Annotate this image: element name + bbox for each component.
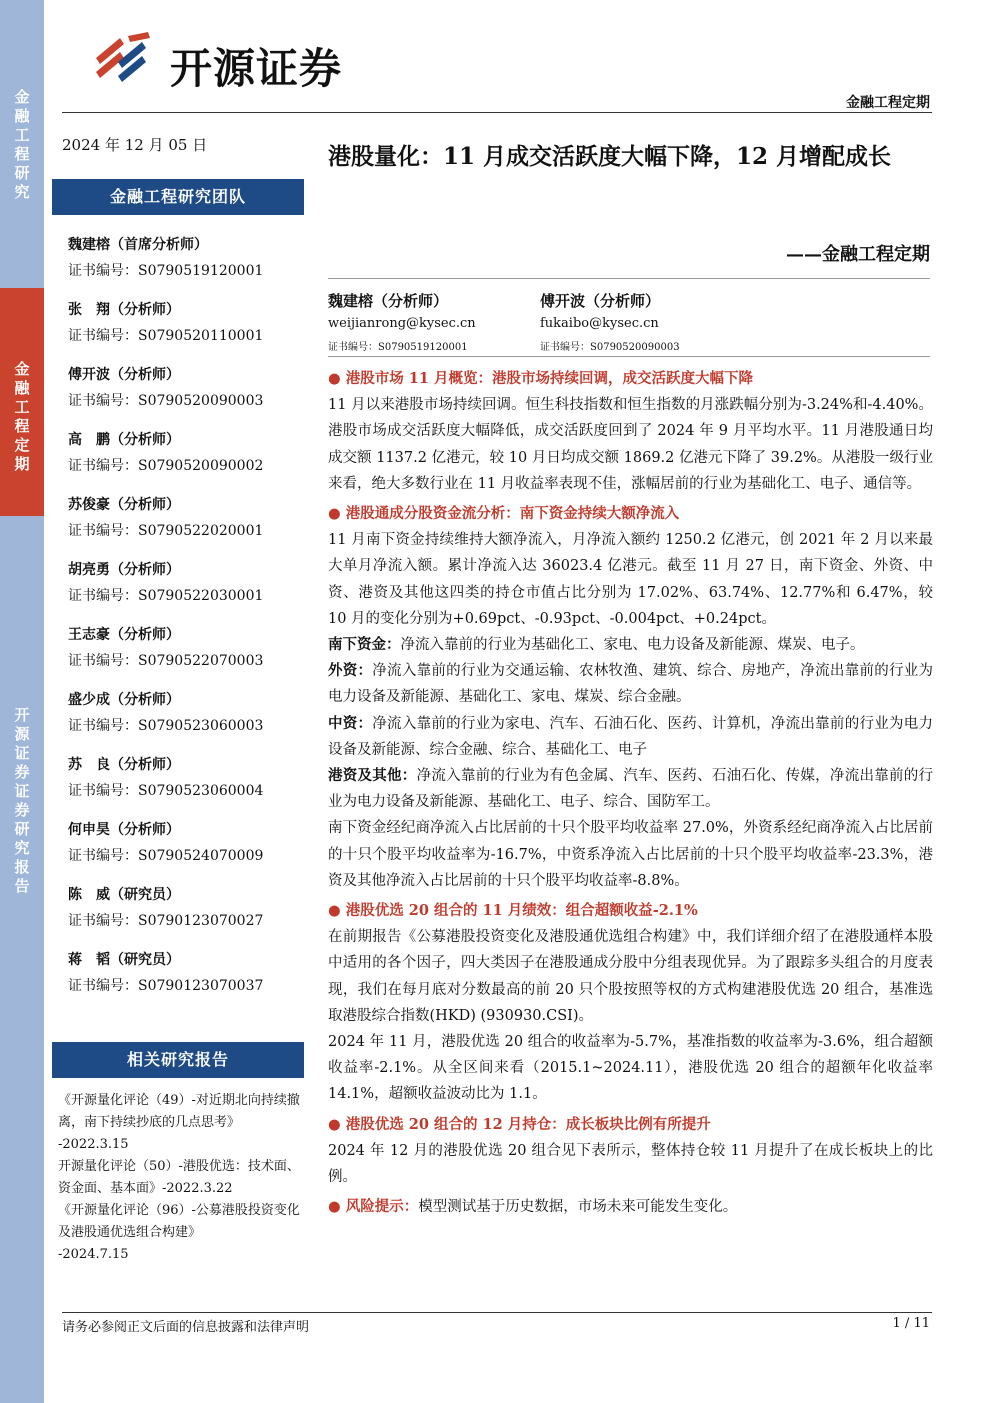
page-number: 1 / 11	[892, 1316, 930, 1331]
paragraph: 南下资金经纪商净流入占比居前的十只个股平均收益率 27.0%，外资系经纪商净流入占比居前的十只个股平均收益率为-16.7%，中资系净流入占比居前的十只个股平均收益率-23.3%，港资及其他净流入占比居前的十只个股平均收益率-8.8%。	[328, 820, 933, 889]
paragraph	[328, 1194, 933, 1220]
footer-disclaimer: 请务必参阅正文后面的信息披露和法律声明	[62, 1320, 310, 1335]
paragraph: 2024 年 11 月，港股优选 20 组合的收益率为-5.7%，基准指数的收益率为-3.6%，组合超额收益率-2.1%。从全区间来看（2015.1~2024.11），港股优选 20 组合的超额年化收益率 14.1%，超额收益波动比为 1.1。	[328, 1034, 933, 1103]
analyst-entry	[68, 624, 263, 670]
risk-label: ● 风险提示：	[328, 1198, 419, 1216]
author-cert: 证书编号：S0790519120001	[328, 342, 468, 353]
analyst-entry	[68, 429, 263, 475]
analyst-cert: 证书编号：S0790519120001	[68, 263, 264, 279]
analyst-name: 魏建榕（首席分析师）	[68, 237, 208, 253]
analyst-entry	[68, 299, 263, 345]
report-type: 金融工程定期	[846, 95, 930, 111]
author-email[interactable]: weijianrong@kysec.cn	[328, 316, 476, 331]
author-cert: 证书编号：S0790520090003	[540, 342, 680, 353]
paragraph: 11 月以来港股市场持续回调。恒生科技指数和恒生指数的月涨跌幅分别为-3.24%和-4.40%。港股市场成交活跃度大幅降低，成交活跃度回到了 2024 年 9 月平均水平。11 月港股通日均成交额 1137.2 亿港元，较 10 月日均成交额 1869.2 亿港元下降了 39.2%。从港股一级行业来看，绝大多数行业在 11 月收益率表现不佳，涨幅居前的行业为基础化工、电子、通信等。	[328, 397, 933, 492]
section-heading: ● 港股通成分股资金流分析：南下资金持续大额净流入	[328, 505, 680, 523]
analyst-cert: 证书编号：S0790520110001	[68, 328, 264, 344]
related-report[interactable]: 《开源量化评论（96）-公募港股投资变化及港股通优选组合构建》	[58, 1203, 300, 1240]
sidebar-bottom-label: 开源证券 证券研究报告	[14, 706, 30, 895]
analyst-name: 蒋 韬（研究员）	[68, 952, 180, 968]
analyst-cert: 证书编号：S0790522070003	[68, 653, 264, 669]
sidebar-top-label: 金融工程研究	[14, 88, 30, 201]
author-name: 傅开波（分析师）	[540, 292, 661, 310]
sidebar-mid-label: 金融工程定期	[14, 360, 30, 473]
analyst-cert: 证书编号：S0790123070027	[68, 913, 264, 929]
authors-divider-bottom	[328, 356, 930, 357]
section-heading: ● 港股优选 20 组合的 12 月持仓：成长板块比例有所提升	[328, 1115, 711, 1133]
sidebar-strip-mid	[0, 288, 44, 516]
analyst-cert: 证书编号：S0790123070037	[68, 978, 264, 994]
paragraph: 2024 年 12 月的港股优选 20 组合见下表所示，整体持仓较 11 月提升了在成长板块上的比例。	[328, 1142, 933, 1186]
authors-divider-top	[328, 278, 930, 279]
inline-text: 净流入靠前的行业为交通运输、农林牧渔、建筑、综合、房地产，净流出靠前的行业为电力设备及新能源、基础化工、家电、煤炭、综合金融。	[328, 663, 934, 706]
analyst-name: 陈 威（研究员）	[68, 887, 180, 903]
analyst-entry	[68, 689, 263, 735]
analyst-entry	[68, 754, 263, 800]
related-report[interactable]: 《开源量化评论（49）-对近期北向持续撤离，南下持续抄底的几点思考》	[58, 1093, 300, 1130]
paragraph	[328, 658, 933, 710]
related-report[interactable]: 开源量化评论（50）-港股优选：技术面、资金面、基本面》-2022.3.22	[58, 1159, 300, 1196]
related-panel-header: 相关研究报告	[52, 1042, 304, 1078]
header-divider	[62, 112, 932, 113]
author-email[interactable]: fukaibo@kysec.cn	[540, 316, 659, 331]
inline-label: 中资：	[328, 714, 373, 732]
author-name: 魏建榕（分析师）	[328, 292, 449, 310]
footer-divider	[62, 1312, 932, 1313]
analyst-name: 何申昊（分析师）	[68, 822, 180, 838]
analyst-entry	[68, 949, 263, 995]
analyst-name: 傅开波（分析师）	[68, 367, 180, 383]
paragraph: 在前期报告《公募港股投资变化及港股通优选组合构建》中，我们详细介绍了在港股通样本股中适用的各个因子，四大类因子在港股通成分股中分组表现优异。为了跟踪多头组合的月度表现，我们在每月底对分数最高的前 20 只个股按照等权的方式构建港股优选 20 组合，基准选取港股综合指数(HKD) (930930.CSI)。	[328, 929, 933, 1024]
analyst-entry	[68, 819, 263, 865]
paragraph	[328, 711, 933, 763]
inline-label: 外资：	[328, 662, 373, 680]
report-title: 港股量化：11 月成交活跃度大幅下降，12 月增配成长	[328, 143, 892, 170]
inline-label: 港资及其他：	[328, 767, 417, 785]
report-date: 2024 年 12 月 05 日	[62, 136, 208, 154]
inline-text: 净流入靠前的行业为基础化工、家电、电力设备及新能源、煤炭、电子。	[400, 637, 865, 654]
analyst-cert: 证书编号：S0790520090002	[68, 458, 264, 474]
section-heading: ● 港股优选 20 组合的 11 月绩效：组合超额收益-2.1%	[328, 902, 698, 920]
section-heading: ● 港股市场 11 月概览：港股市场持续回调，成交活跃度大幅下降	[328, 370, 753, 387]
inline-text: 净流入靠前的行业为家电、汽车、石油石化、医药、计算机，净流出靠前的行业为电力设备及新能源、综合金融、综合、基础化工、电子	[328, 715, 934, 758]
author-card	[328, 290, 476, 353]
analyst-entry	[68, 364, 263, 410]
risk-text: 模型测试基于历史数据，市场未来可能发生变化。	[418, 1199, 738, 1216]
analyst-cert: 证书编号：S0790522020001	[68, 523, 264, 539]
analyst-name: 苏 良（分析师）	[68, 757, 180, 773]
analyst-entry	[68, 494, 263, 540]
sidebar-strip-bottom	[0, 516, 44, 1403]
inline-text: 净流入靠前的行业为有色金属、汽车、医药、石油石化、传媒，净流出靠前的行业为电力设备及新能源、基础化工、电子、综合、国防军工。	[328, 768, 933, 811]
analyst-cert: 证书编号：S0790520090003	[68, 393, 264, 409]
analyst-cert: 证书编号：S0790524070009	[68, 848, 264, 864]
analyst-name: 苏俊豪（分析师）	[68, 497, 180, 513]
paragraph	[328, 632, 933, 658]
analyst-name: 张 翔（分析师）	[68, 302, 180, 318]
brand-logo-icon	[88, 28, 168, 88]
analyst-name: 胡亮勇（分析师）	[68, 562, 180, 578]
related-report-date: -2024.7.15	[58, 1247, 129, 1262]
analyst-name: 盛少成（分析师）	[68, 692, 180, 708]
analyst-name: 王志豪（分析师）	[68, 627, 180, 643]
related-reports	[58, 1090, 304, 1266]
analyst-cert: 证书编号：S0790523060003	[68, 718, 264, 734]
paragraph	[328, 763, 933, 815]
analyst-entry	[68, 559, 263, 605]
paragraph: 11 月南下资金持续维持大额净流入，月净流入额约 1250.2 亿港元，创 2021 年 2 月以来最大单月净流入额。累计净流入达 36023.4 亿港元。截至 11 月 27 日，南下资金、外资、中资、港资及其他这四类的持仓市值占比分别为 17.02%、63.74%、12.77%和 6.47%，较 10 月的变化分别为+0.69pct、-0.93pct、-0.004pct、+0.24pct。	[328, 532, 933, 627]
brand-name: 开源证券	[170, 44, 343, 93]
sidebar-strip-top	[0, 0, 44, 288]
related-report-date: -2022.3.15	[58, 1137, 129, 1152]
inline-label: 南下资金：	[328, 636, 401, 654]
analyst-entry	[68, 234, 263, 280]
author-card	[540, 290, 680, 353]
report-body	[328, 366, 933, 1221]
report-subtitle: ——金融工程定期	[786, 244, 930, 265]
team-panel-header: 金融工程研究团队	[52, 179, 304, 215]
analyst-entry	[68, 884, 263, 930]
analyst-cert: 证书编号：S0790522030001	[68, 588, 264, 604]
analyst-name: 高 鹏（分析师）	[68, 432, 180, 448]
analyst-cert: 证书编号：S0790523060004	[68, 783, 264, 799]
